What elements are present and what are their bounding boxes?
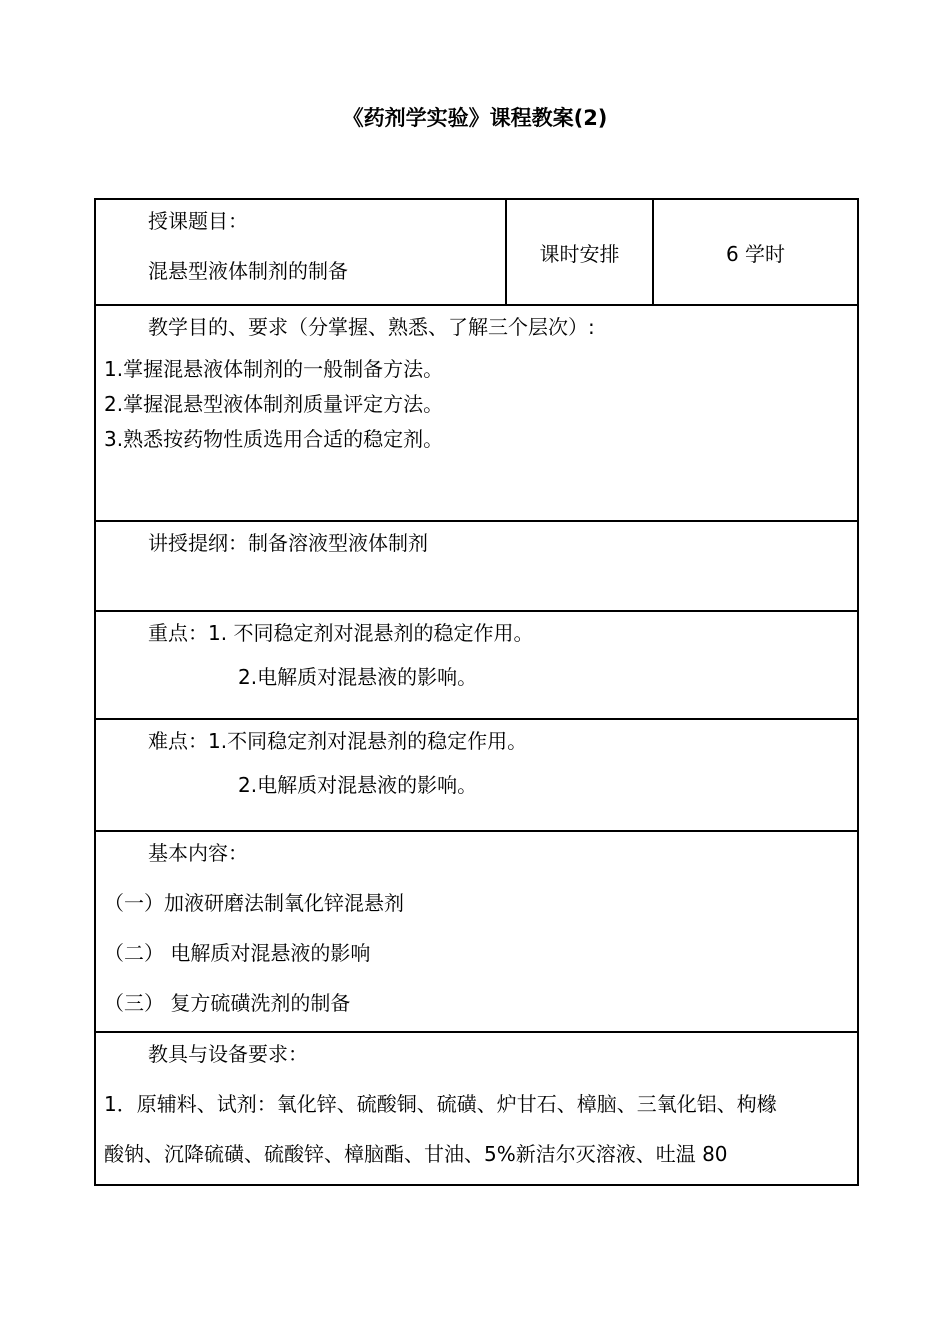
content-item: （二） 电解质对混悬液的影响 — [104, 941, 371, 965]
outline-cell — [95, 521, 858, 611]
difficulties-cell — [95, 719, 858, 831]
equipment-row — [95, 1032, 858, 1185]
schedule-value: 6 学时 — [725, 241, 786, 266]
difficulty-line: 2.电解质对混悬液的影响。 — [238, 773, 478, 797]
key-point-line: 重点：1. 不同稳定剂对混悬剂的稳定作用。 — [148, 621, 534, 645]
key-points-row — [95, 611, 858, 719]
equipment-heading: 教具与设备要求： — [148, 1042, 308, 1066]
schedule-label: 课时安排 — [539, 241, 620, 266]
equipment-cell — [95, 1032, 858, 1185]
content-item: （三） 复方硫磺洗剂的制备 — [104, 991, 351, 1015]
document-title: 《药剂学实验》课程教案(2) — [342, 106, 608, 130]
key-point-line: 2.电解质对混悬液的影响。 — [238, 665, 478, 689]
header-row — [95, 199, 858, 305]
objectives-cell — [95, 305, 858, 521]
schedule-value-cell — [653, 199, 858, 305]
content-heading: 基本内容： — [148, 841, 248, 865]
outline-text: 讲授提纲：制备溶液型液体制剂 — [148, 531, 428, 555]
objectives-row — [95, 305, 858, 521]
difficulty-line: 难点：1.不同稳定剂对混悬剂的稳定作用。 — [148, 729, 528, 753]
objective-item: 1.掌握混悬液体制剂的一般制备方法。 — [104, 357, 444, 381]
lesson-plan-table — [94, 198, 859, 1186]
key-points-cell — [95, 611, 858, 719]
content-item: （一）加液研磨法制氧化锌混悬剂 — [104, 891, 404, 915]
schedule-label-cell — [506, 199, 653, 305]
equipment-line: 1．原辅料、试剂：氧化锌、硫酸铜、硫磺、炉甘石、樟脑、三氧化铝、枸橼 — [104, 1092, 777, 1116]
outline-row — [95, 521, 858, 611]
objective-item: 3.熟悉按药物性质选用合适的稳定剂。 — [104, 427, 444, 451]
topic-cell — [95, 199, 506, 305]
objectives-heading: 教学目的、要求（分掌握、熟悉、了解三个层次）: — [148, 315, 595, 339]
difficulties-row — [95, 719, 858, 831]
content-cell — [95, 831, 858, 1032]
content-row — [95, 831, 858, 1032]
equipment-line: 酸钠、沉降硫磺、硫酸锌、樟脑酯、甘油、5%新洁尔灭溶液、吐温 80 — [104, 1142, 728, 1166]
topic-value: 混悬型液体制剂的制备 — [148, 259, 348, 283]
topic-label: 授课题目： — [148, 209, 248, 233]
objective-item: 2.掌握混悬型液体制剂质量评定方法。 — [104, 392, 444, 416]
